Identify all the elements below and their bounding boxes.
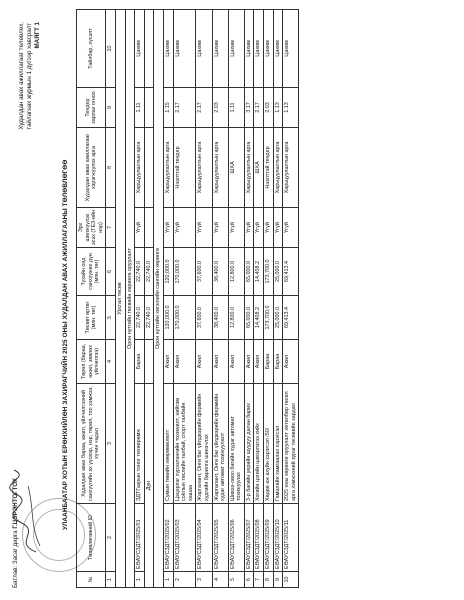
page-title: УЛААНБААТАР ХОТЫН ЕРӨНХИЙЛӨН ЗАХИРАГЧИЙН 2025 ОНЫ ХУДАЛДАН АВАХ АЖИЛЛАГААНЫ ТӨЛӨВЛӨГӨӨ	[62, 159, 69, 530]
group-row	[125, 10, 135, 588]
cell-fund: 22,740.0	[135, 248, 145, 296]
cell-date: 2.03	[264, 88, 274, 128]
cell-no: 5	[228, 572, 244, 588]
cell-no: 7	[254, 572, 264, 588]
cell-id: ЕӨАУСЗДТ/2025/07	[244, 504, 254, 572]
cell-no: 2	[173, 572, 196, 588]
cell-fund: 12,800.0	[228, 248, 244, 296]
table-row	[196, 10, 212, 588]
cell-cost: 12,800.0	[228, 296, 244, 340]
cell-type: Ажил	[244, 340, 254, 384]
cell-no: 1	[135, 572, 145, 588]
cell-note: Цахим	[212, 10, 228, 88]
cell-date: 2.03	[212, 88, 228, 128]
cell-type: Ажил	[228, 340, 244, 384]
subtotal-cost: 22,740.0	[144, 296, 154, 340]
cell-id: ЕӨАУСЗДТ/2025/11	[283, 504, 299, 572]
col-header: Эрх шилжүүлэх эсэх (ТЕЗ-ийн нэр)	[77, 208, 106, 248]
cell-method: Нээлттэй тендер	[264, 128, 274, 208]
cell-date: 1.11	[228, 88, 244, 128]
cell-fund: 170,000.0	[173, 248, 196, 296]
group-row	[154, 10, 164, 588]
appendix-line-1: Худалдан авах ажиллагааг төлөвлөх,	[18, 22, 25, 130]
cell-fund: 37,600.0	[196, 248, 212, 296]
column-number: 10	[106, 10, 116, 88]
cell-desc: Гамшгийн хамгаалах хэрэгсэл	[273, 384, 283, 504]
cell-method: ШХА	[228, 128, 244, 208]
cell-no: 8	[264, 572, 274, 588]
cell-type: Ажил	[163, 340, 173, 384]
table-row	[254, 10, 264, 588]
table-row	[283, 10, 299, 588]
cell-type: Бараа	[273, 340, 283, 384]
cell-transfer: Үгүй	[135, 208, 145, 248]
table-row	[244, 10, 254, 588]
table-row	[173, 10, 196, 588]
cell-fund: 38,400.0	[212, 248, 228, 296]
col-header: №	[77, 572, 106, 588]
section-title: Урсгал төсөв	[115, 10, 125, 588]
cell-type: Бараа	[135, 340, 145, 384]
cell-desc: Жаргалант, Онги баг үйлдвэрийн фермийн худгийн барилга шинэчлэх	[196, 384, 212, 504]
cell-note: Цахим	[196, 10, 212, 88]
cell-id: ЕӨАУСЗДТ/2025/10	[273, 504, 283, 572]
subtotal-row	[144, 10, 154, 588]
cell-note: Цахим	[273, 10, 283, 88]
table-row	[264, 10, 274, 588]
cell-note: Цахим	[244, 10, 254, 88]
column-number: 3	[106, 384, 116, 504]
empty-cell	[144, 128, 154, 208]
cell-no: 9	[273, 572, 283, 588]
cell-type: Ажил	[196, 340, 212, 384]
cell-cost: 22,740.0	[135, 296, 145, 340]
cell-id: ЕӨАУСЗДТ/2025/04	[196, 504, 212, 572]
cell-id: ЕӨАУСЗДТ/2025/02	[163, 504, 173, 572]
cell-method: Харьцуулалтын арга	[196, 128, 212, 208]
cell-cost: 120,000.0	[163, 296, 173, 340]
approval-org: Г.ЦЭРЭНТОГТОХ	[12, 478, 19, 529]
cell-cost: 69,413.4	[283, 296, 299, 340]
cell-method: Харьцуулалтын арга	[273, 128, 283, 208]
cell-method: Харьцуулалтын арга	[135, 128, 145, 208]
cell-no: 6	[244, 572, 254, 588]
cell-cost: 65,000.0	[244, 296, 254, 340]
cell-date: 1.13	[273, 88, 283, 128]
cell-method: Нээлттэй тендер	[173, 128, 196, 208]
table-row	[273, 10, 283, 588]
cell-method: Харьцуулалтын арга	[163, 128, 173, 208]
col-header: Төрөл (бараа, ажил, зөвлөх үйлчилгээ)	[77, 340, 106, 384]
cell-no: 10	[283, 572, 299, 588]
empty-cell	[144, 88, 154, 128]
cell-note: Цахим	[135, 10, 145, 88]
col-header: Тухайн онд санхүүжих дүн (мян. төг)	[77, 248, 106, 296]
appendix-form-label: МАЯГТ 1	[34, 22, 41, 49]
col-header: Худалдан авах ажиллагааг хэрэгжүүлэх арга	[77, 128, 106, 208]
cell-note: Цахим	[163, 10, 173, 88]
cell-transfer: Үгүй	[212, 208, 228, 248]
cell-fund: 69,413.4	[283, 248, 299, 296]
col-header: Төлөвлөгөөний ID	[77, 504, 106, 572]
cell-transfer: Үгүй	[173, 208, 196, 248]
cell-method: ШХА	[254, 128, 264, 208]
subtotal-fund: 22,740.0	[144, 248, 154, 296]
cell-transfer: Үгүй	[254, 208, 264, 248]
signature	[6, 466, 46, 556]
empty-cell	[144, 10, 154, 88]
cell-date: 2.17	[196, 88, 212, 128]
cell-method: Харьцуулалтын арга	[244, 128, 254, 208]
cell-desc: 2025 оны хөрөнгө оруулалт хөтөлбөр төсөл арга хэмжээний зураг төсөвийн зардал	[283, 384, 299, 504]
cell-transfer: Үгүй	[228, 208, 244, 248]
group-title: Орон нутгийн төсвийн хөрөнгө оруулалт	[125, 10, 135, 588]
cell-no: 1	[163, 572, 173, 588]
cell-cost: 25,000.0	[273, 296, 283, 340]
column-number: 9	[106, 88, 116, 128]
cell-fund: 65,000.0	[244, 248, 254, 296]
table-header-row	[77, 10, 106, 588]
table-row	[228, 10, 244, 588]
cell-transfer: Үгүй	[244, 208, 254, 248]
cell-transfer: Үгүй	[283, 208, 299, 248]
column-number: 4	[106, 340, 116, 384]
cell-method: Харьцуулалтын арга	[283, 128, 299, 208]
appendix-line-2: тайлагнах журмын 1 дүгээр хавсралт	[26, 22, 33, 130]
cell-transfer: Үгүй	[264, 208, 274, 248]
group-title: Орон нутгийн хөгжлийн сангийн хөрөнгө	[154, 10, 164, 588]
cell-type: Ажил	[173, 340, 196, 384]
column-number: 8	[106, 128, 116, 208]
cell-fund: 25,000.0	[273, 248, 283, 296]
col-header: Худалдан авах бараа, ажил, үйлчилгээний санхүүгийн эх үүсвэр, нэр, төрөл, тоо хэмжээ, хүчин чадал	[77, 384, 106, 504]
cell-transfer: Үгүй	[163, 208, 173, 248]
cell-type: Бараа	[264, 340, 274, 384]
cell-method: Харьцуулалтын арга	[212, 128, 228, 208]
cell-transfer: Үгүй	[196, 208, 212, 248]
cell-fund: 14,408.2	[254, 248, 264, 296]
cell-date: 1.13	[283, 88, 299, 128]
cell-desc: Хогийн цэгийн цэвэрлэгээ хийх	[254, 384, 264, 504]
cell-id: ЕӨАУСЗДТ/2025/01	[135, 504, 145, 572]
cell-fund: 120,000.0	[163, 248, 173, 296]
column-number-row	[106, 10, 116, 588]
cell-note: Цахим	[173, 10, 196, 88]
approval-label: Батлав: Засаг дарга	[12, 530, 19, 588]
column-number: 2	[106, 504, 116, 572]
cell-id: ЕӨАУСЗДТ/2025/09	[264, 504, 274, 572]
column-number: 6	[106, 248, 116, 296]
cell-no: 3	[196, 572, 212, 588]
column-number: 1	[106, 572, 116, 588]
cell-date: 3.17	[244, 88, 254, 128]
cell-desc: Цэцэрлэг хүрээлэнгийн тохижилт, нийгэм соёлын төслийн талбай, спорт талбайн хашаа	[173, 384, 196, 504]
cell-desc: 3-р багийн уерийн шуудуу далан барих	[244, 384, 254, 504]
column-number: 5	[106, 296, 116, 340]
cell-cost: 37,600.0	[196, 296, 212, 340]
cell-id: ЕӨАУСЗДТ/2025/03	[173, 504, 196, 572]
cell-date: 2.17	[173, 88, 196, 128]
table-row	[163, 10, 173, 588]
cell-type: Ажил	[254, 340, 264, 384]
table-row	[135, 10, 145, 588]
cell-fund: 173,700.0	[264, 248, 274, 296]
cell-id: ЕӨАУСЗДТ/2025/05	[212, 504, 228, 572]
plan-table	[76, 9, 299, 588]
empty-cell	[144, 208, 154, 248]
subtotal-label: Дүн	[144, 384, 154, 588]
cell-desc: Хөдөө аж ахуйн хэрэгсэл /50/	[264, 384, 274, 504]
cell-date: 1.11	[135, 88, 145, 128]
cell-no: 4	[212, 572, 228, 588]
cell-cost: 38,400.0	[212, 296, 228, 340]
cell-desc: Сумын төвийн хөөрөмжлөлт	[163, 384, 173, 504]
cell-date: 1.15	[163, 88, 173, 128]
cell-transfer: Үгүй	[273, 208, 283, 248]
cell-date: 2.17	[254, 88, 264, 128]
cell-desc: ЗДТГазрын тоног төхөөрөмж	[135, 384, 145, 504]
col-header: Тайлбар, хүсэлт	[77, 10, 106, 88]
cell-desc: Шивээ-овоо багийн худаг автомат тохижуулах	[228, 384, 244, 504]
cell-note: Цахим	[228, 10, 244, 88]
cell-note: Цахим	[264, 10, 274, 88]
col-header: Төсөвт өртөг (мян. төг)	[77, 296, 106, 340]
cell-type: Ажил	[283, 340, 299, 384]
col-header: Тендер зарлах огноо	[77, 88, 106, 128]
section-row	[115, 10, 125, 588]
cell-note: Цахим	[283, 10, 299, 88]
table-row	[212, 10, 228, 588]
cell-cost: 173,700.0	[264, 296, 274, 340]
column-number: 7	[106, 208, 116, 248]
cell-desc: Жаргалант, Онги баг үйлдвэрийн фермийн худаг автомат тохижуулалт	[212, 384, 228, 504]
cell-cost: 14,408.2	[254, 296, 264, 340]
cell-id: ЕӨАУСЗДТ/2025/08	[254, 504, 264, 572]
cell-cost: 170,000.0	[173, 296, 196, 340]
appendix-header	[18, 22, 42, 130]
cell-id: ЕӨАУСЗДТ/2025/06	[228, 504, 244, 572]
empty-cell	[144, 340, 154, 384]
cell-note: Цахим	[254, 10, 264, 88]
cell-type: Ажил	[212, 340, 228, 384]
